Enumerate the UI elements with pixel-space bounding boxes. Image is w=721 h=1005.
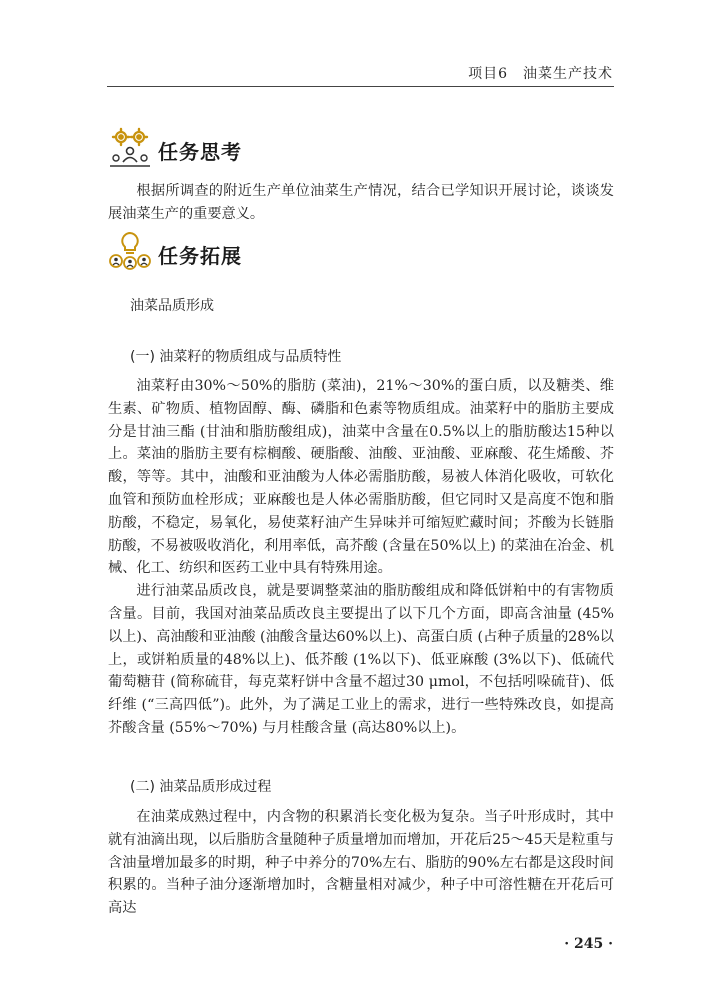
header-rule: [107, 86, 614, 87]
sub1-paragraph-2: 进行油菜品质改良，就是要调整菜油的脂肪酸组成和降低饼粕中的有害物质含量。目前，我国对油菜品质改良主要提出了以下几个方面，即高含油量 (45%以上)、高油酸和亚油酸 (油酸含量达60%以上)、高蛋白质 (占种子质量的28%以上，或饼粕质量的48%以上)、低芥酸 (1%以下)、低亚麻酸 (3%以下)、低硫代葡萄糖苷 (简称硫苷，每克菜籽饼中含量不超过30 μmol，不包括吲哚硫苷)、低纤维 (“三高四低”)。此外，为了满足工业上的需求，进行一些特殊改良，如提高芥酸含量 (55%～70%) 与月桂酸含量 (高达80%以上)。: [108, 583, 614, 736]
think-paragraph: [108, 180, 614, 226]
page-number: · 245 ·: [564, 936, 613, 952]
think-body: 根据所调查的附近生产单位油菜生产情况，结合已学知识开展讨论，谈谈发展油菜生产的重要意义。: [108, 183, 614, 222]
sub1-paragraphs: [108, 375, 614, 740]
section-title-expand-text: 任务拓展: [158, 243, 242, 268]
lightbulb-team-icon: [108, 230, 152, 278]
subheading-1: (一) 油菜籽的物质组成与品质特性: [130, 349, 342, 365]
running-head: 项目6 油菜生产技术: [468, 66, 613, 82]
section-title-think-text: 任务思考: [158, 139, 242, 164]
sub1-paragraph-1: 油菜籽由30%～50%的脂肪 (菜油)，21%～30%的蛋白质，以及糖类、维生素、矿物质、植物固醇、酶、磷脂和色素等物质组成。油菜籽中的脂肪主要成分是甘油三酯 (甘油和脂肪酸组成)，油菜中含量在0.5%以上的脂肪酸达15种以上。菜油的脂肪主要有棕榈酸、硬脂酸、油酸、亚油酸、亚麻酸、花生烯酸、芥酸，等等。其中，油酸和亚油酸为人体必需脂肪酸，易被人体消化吸收，可软化血管和预防血栓形成；亚麻酸也是人体必需脂肪酸，但它同时又是高度不饱和脂肪酸，不稳定，易氧化，易使菜籽油产生异味并可缩短贮藏时间；芥酸为长链脂肪酸，不易被吸收消化，利用率低，高芥酸 (含量在50%以上) 的菜油在冶金、机械、化工、纺织和医药工业中具有特殊用途。: [108, 378, 614, 577]
section-title-expand: [108, 230, 242, 278]
sub2-paragraph-1: 在油菜成熟过程中，内含物的积累消长变化极为复杂。当子叶形成时，其中就有油滴出现，以后脂肪含量随种子质量增加而增加，开花后25～45天是粒重与含油量增加最多的时期，种子中养分的70%左右、脂肪的90%左右都是这段时间积累的。当种子油分逐渐增加时，含糖量相对减少，种子中可溶性糖在开花后可高达: [108, 809, 614, 917]
sub2-paragraphs: [108, 806, 614, 920]
topic-heading: 油菜品质形成: [130, 298, 214, 314]
subheading-2: (二) 油菜品质形成过程: [130, 779, 272, 795]
section-title-think: [108, 126, 242, 174]
gears-person-icon: [108, 126, 152, 174]
